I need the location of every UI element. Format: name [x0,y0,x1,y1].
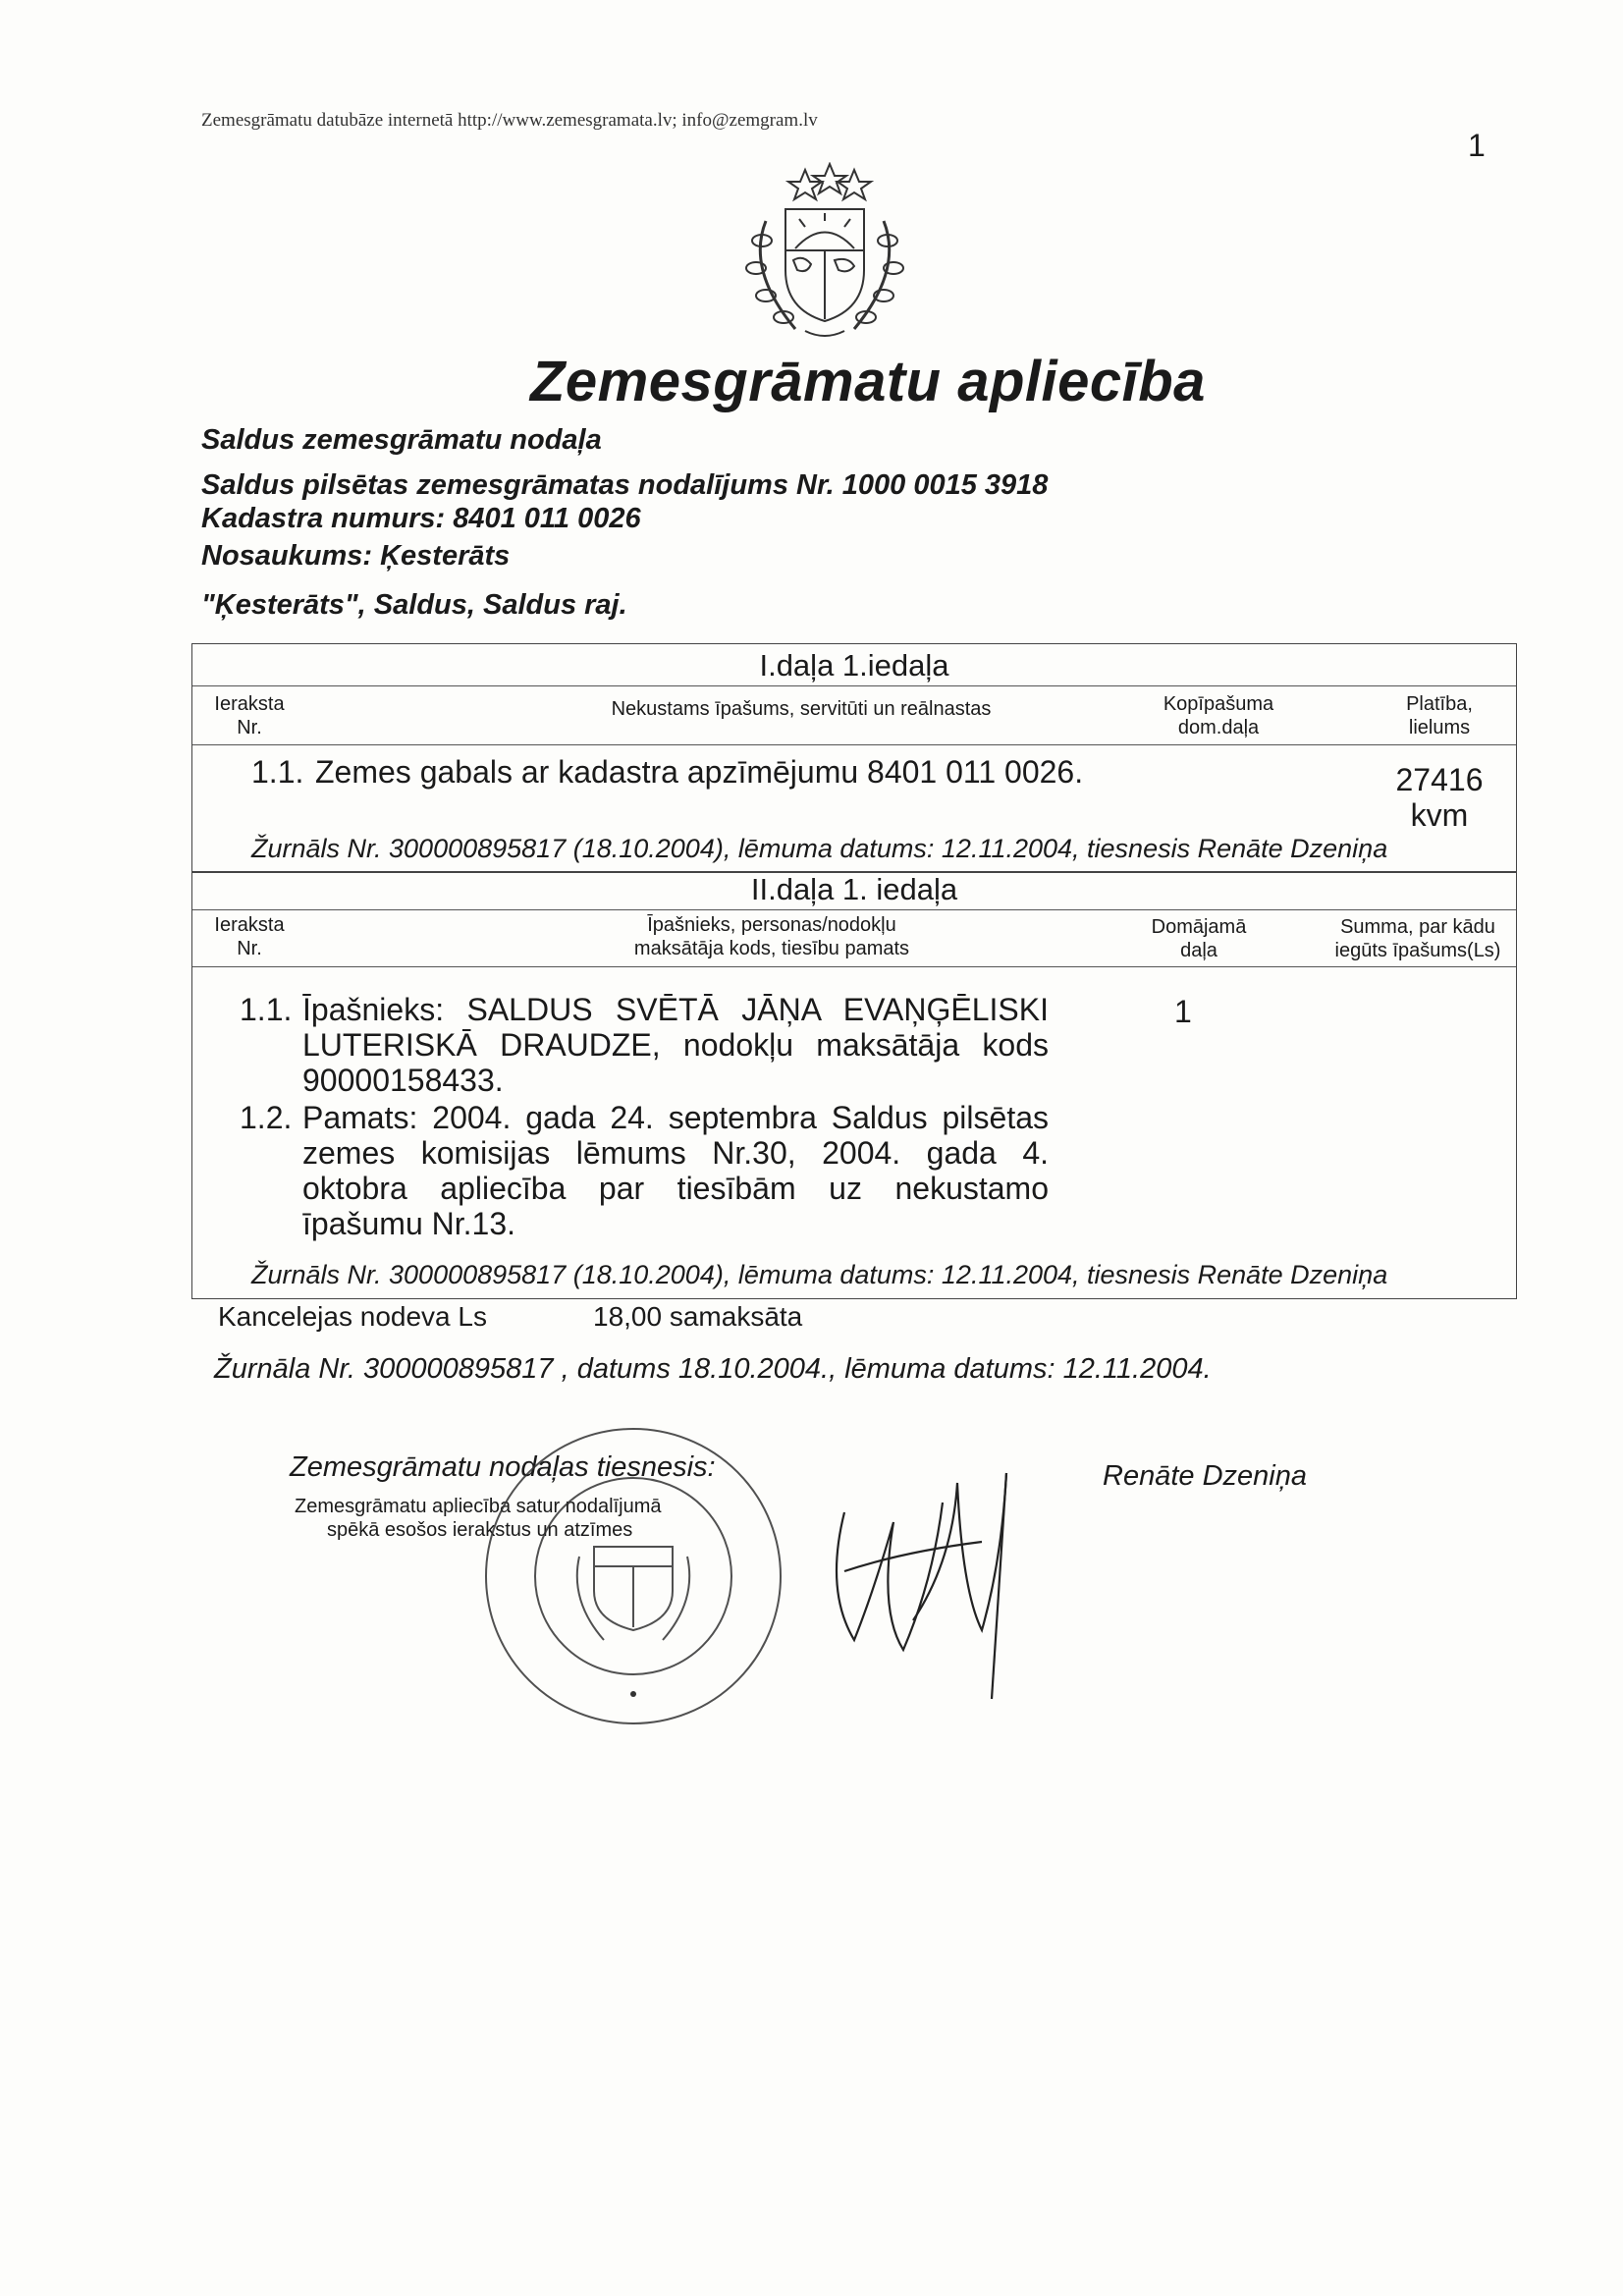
document-title: Zemesgrāmatu apliecība [530,350,1206,413]
fee-label: Kancelejas nodeva Ls [218,1301,487,1332]
latvia-coat-of-arms-icon [727,162,923,344]
part2-col-nr: Ieraksta Nr. [214,914,285,959]
property-name: Nosaukums: Ķesterāts [201,540,511,572]
property-address: "Ķesterāts", Saldus, Saldus raj. [201,589,627,621]
page-number: 1 [1468,128,1486,163]
part2-entry2-nr: 1.2. [240,1100,293,1135]
part2-entry1-share: 1 [1174,994,1192,1029]
part1-entry-area: 27416 kvm [1395,762,1484,833]
source-line: Zemesgrāmatu datubāze internetā http://www.zemesgramata.lv; info@zemgram.lv [201,110,818,131]
part2-entry2-text: Pamats: 2004. gada 24. septembra Saldus pilsētas zemes komisijas lēmums Nr.30, 2004. gada 4. oktobra apliecība par tiesībām uz nekustamo īpašumu Nr.13. [302,1100,1049,1241]
registry-section: Saldus pilsētas zemesgrāmatas nodalījums Nr. 1000 0015 3918 [201,469,1049,501]
signer-role: Zemesgrāmatu nodaļas tiesnesis: [290,1451,716,1483]
fee-value: 18,00 samaksāta [593,1301,803,1332]
part2-col-owner: Īpašnieks, personas/nodokļu maksātāja kods, tiesību pamats [633,914,910,959]
part1-journal: Žurnāls Nr. 300000895817 (18.10.2004), lēmuma datums: 12.11.2004, tiesnesis Renāte Dzeniņa [251,834,1388,863]
part1-entry-text: Zemes gabals ar kadastra apzīmējumu 8401 011 0026. [315,754,1084,790]
part1-col-area: Platība, lielums [1406,693,1473,738]
part2-table [191,871,1517,1299]
signer-note-line2: spēkā esošos ierakstus un atzīmes [327,1519,633,1541]
part1-col-nr: Ieraksta Nr. [214,693,285,738]
part2-entry1-text: Īpašnieks: SALDUS SVĒTĀ JĀŅA EVAŅĢĒLISKI LUTERISKĀ DRAUDZE, nodokļu maksātāja kods 90000158433. [302,992,1049,1098]
part2-entry1-nr: 1.1. [240,992,293,1027]
part1-col-share: Kopīpašuma dom.daļa [1163,693,1274,738]
court-seal-stamp-icon [476,1419,790,1733]
cadastre-number: Kadastra numurs: 8401 011 0026 [201,503,641,534]
part2-journal: Žurnāls Nr. 300000895817 (18.10.2004), lēmuma datums: 12.11.2004, tiesnesis Renāte Dzeniņa [251,1260,1388,1289]
part1-table [191,643,1517,873]
department: Saldus zemesgrāmatu nodaļa [201,424,602,456]
part2-col-share: Domājamā daļa [1151,916,1247,961]
part2-col-sum: Summa, par kādu iegūts īpašums(Ls) [1334,916,1501,961]
signer-name: Renāte Dzeniņa [1103,1460,1307,1492]
part1-col-property: Nekustams īpašums, servitūti un reālnastas [611,698,992,720]
signer-note-line1: Zemesgrāmatu apliecība satur nodalījumā [295,1496,662,1517]
part1-title: I.daļa 1.iedaļa [759,648,949,683]
handwritten-signature-icon [785,1444,1041,1709]
part1-entry-nr: 1.1. [251,754,304,790]
part2-title: II.daļa 1. iedaļa [750,872,958,906]
footer-journal: Žurnāla Nr. 300000895817 , datums 18.10.2004., lēmuma datums: 12.11.2004. [214,1353,1212,1385]
